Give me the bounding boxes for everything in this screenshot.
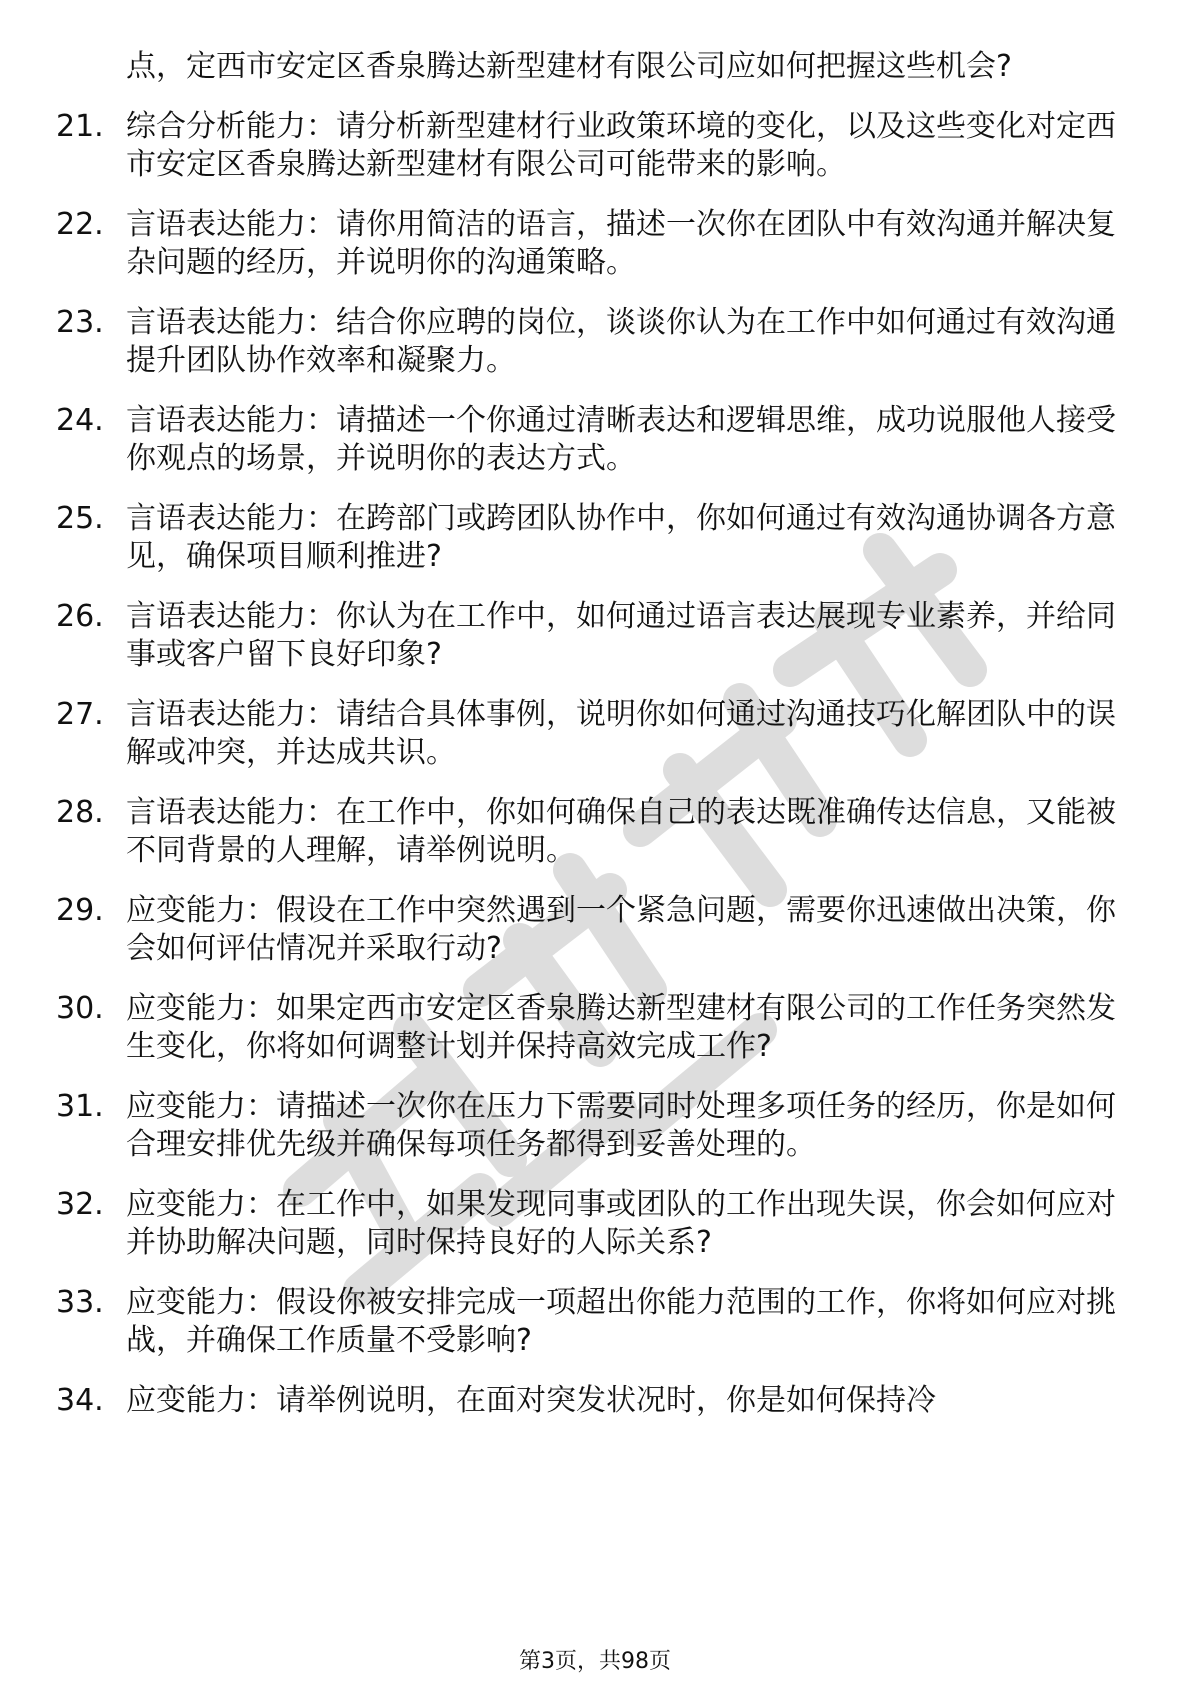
question-item: [56, 1186, 1116, 1262]
question-item: [56, 206, 1116, 282]
question-item: [56, 1284, 1116, 1360]
question-text: 综合分析能力：请分析新型建材行业政策环境的变化，以及这些变化对定西市安定区香泉腾达新型建材有限公司可能带来的影响。: [126, 109, 1116, 182]
questions-container: [56, 108, 1116, 1420]
question-number: 21.: [56, 109, 104, 144]
question-number: 34.: [56, 1383, 104, 1418]
question-number: 24.: [56, 403, 104, 438]
page-number-footer: 第3页，共98页: [519, 1649, 671, 1674]
question-number: 28.: [56, 795, 104, 830]
question-number: 30.: [56, 991, 104, 1026]
question-number: 31.: [56, 1089, 104, 1124]
question-item: [56, 990, 1116, 1066]
question-item: [56, 794, 1116, 870]
question-text: 言语表达能力：在跨部门或跨团队协作中，你如何通过有效沟通协调各方意见，确保项目顺利推进?: [126, 501, 1116, 574]
question-text: 应变能力：假设你被安排完成一项超出你能力范围的工作，你将如何应对挑战，并确保工作质量不受影响?: [126, 1285, 1116, 1358]
question-item: [56, 598, 1116, 674]
question-text: 应变能力：请举例说明，在面对突发状况时，你是如何保持冷: [126, 1383, 936, 1418]
question-text: 应变能力：请描述一次你在压力下需要同时处理多项任务的经历，你是如何合理安排优先级并确保每项任务都得到妥善处理的。: [126, 1089, 1116, 1162]
question-number: 32.: [56, 1187, 104, 1222]
question-text: 言语表达能力：结合你应聘的岗位，谈谈你认为在工作中如何通过有效沟通提升团队协作效率和凝聚力。: [126, 305, 1116, 378]
question-text: 言语表达能力：请结合具体事例，说明你如何通过沟通技巧化解团队中的误解或冲突，并达成共识。: [126, 697, 1116, 770]
question-text: 应变能力：假设在工作中突然遇到一个紧急问题，需要你迅速做出决策，你会如何评估情况并采取行动?: [126, 893, 1116, 966]
question-text: 言语表达能力：请描述一个你通过清晰表达和逻辑思维，成功说服他人接受你观点的场景，并说明你的表达方式。: [126, 403, 1116, 476]
question-text: 言语表达能力：你认为在工作中，如何通过语言表达展现专业素养，并给同事或客户留下良好印象?: [126, 599, 1116, 672]
question-number: 26.: [56, 599, 104, 634]
question-item: [56, 696, 1116, 772]
question-number: 29.: [56, 893, 104, 928]
question-item: [56, 500, 1116, 576]
question-item: [56, 402, 1116, 478]
continued-question-text: 点，定西市安定区香泉腾达新型建材有限公司应如何把握这些机会?: [126, 49, 1012, 84]
question-item: [56, 1088, 1116, 1164]
question-text: 应变能力：在工作中，如果发现同事或团队的工作出现失误，你会如何应对并协助解决问题，同时保持良好的人际关系?: [126, 1187, 1116, 1260]
question-item: [56, 108, 1116, 184]
question-item: [56, 1382, 1116, 1420]
question-item: [56, 304, 1116, 380]
question-number: 33.: [56, 1285, 104, 1320]
question-number: 23.: [56, 305, 104, 340]
question-number: 25.: [56, 501, 104, 536]
question-list: [56, 48, 1116, 1442]
question-number: 22.: [56, 207, 104, 242]
question-number: 27.: [56, 697, 104, 732]
question-text: 应变能力：如果定西市安定区香泉腾达新型建材有限公司的工作任务突然发生变化，你将如何调整计划并保持高效完成工作?: [126, 991, 1116, 1064]
question-text: 言语表达能力：请你用简洁的语言，描述一次你在团队中有效沟通并解决复杂问题的经历，并说明你的沟通策略。: [126, 207, 1116, 280]
question-text: 言语表达能力：在工作中，你如何确保自己的表达既准确传达信息，又能被不同背景的人理解，请举例说明。: [126, 795, 1116, 868]
question-item: [56, 892, 1116, 968]
